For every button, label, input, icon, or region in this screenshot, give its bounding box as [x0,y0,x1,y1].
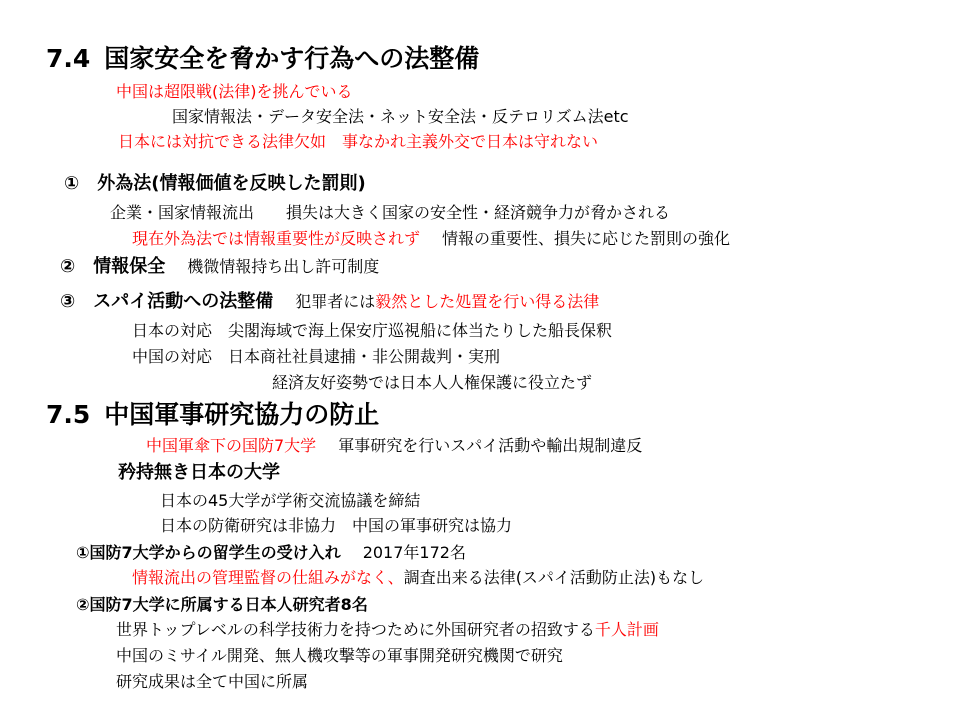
section-number: 7.4 [46,44,91,73]
text-black: 軍事研究を行いスパイ活動や輸出規制違反 [338,436,643,455]
text-line: 日本の45大学が学術交流協議を締結 [160,491,421,510]
text-red: 現在外為法では情報重要性が反映されず [132,229,421,248]
text-red: 情報流出の管理監督の仕組みがなく、 [132,568,404,587]
item-line [60,258,379,276]
item-heading: ① 外為法(情報価値を反映した罰則) [64,173,366,194]
text-line: 研究成果は全て中国に所属 [116,672,309,691]
text-black: 機微情報持ち出し許可制度 [187,257,380,276]
text-line [146,438,642,454]
item-line [60,293,599,311]
sub-heading: 矜持無き日本の大学 [118,462,280,483]
text-red: 千人計画 [594,620,659,639]
text-black: 調査出来る法律(スパイ活動防止法)もなし [403,568,705,587]
text-line: 経済友好姿勢では日本人人権保護に役立たず [272,373,593,392]
item-heading: ② 情報保全 [60,256,166,277]
section-7-4-heading [46,46,479,71]
text-line: 日本の対応 尖閣海域で海上保安庁巡視船に体当たりした船長保釈 [132,321,613,340]
text-line [132,570,704,586]
item-heading: ③ スパイ活動への法整備 [60,291,274,312]
text-line: 日本の防衛研究は非協力 中国の軍事研究は協力 [160,516,513,535]
text-black: 2017年172名 [362,543,466,562]
section-number: 7.5 [46,400,91,429]
item-heading: ①国防7大学からの留学生の受け入れ [76,543,341,562]
item-line [76,545,466,561]
section-7-5-heading [46,402,379,427]
text-black: 犯罪者には [295,292,376,311]
section-title: 国家安全を脅かす行為への法整備 [104,44,480,73]
text-line [116,622,659,638]
text-black: 世界トップレベルの科学技術力を持つために外国研究者の招致する [116,620,595,639]
text-line: 中国の対応 日本商社社員逮捕・非公開裁判・実刑 [132,347,501,366]
text-line [132,231,730,247]
text-line: 中国のミサイル開発、無人機攻撃等の軍事開発研究機関で研究 [116,646,563,665]
text-black: 情報の重要性、損失に応じた罰則の強化 [442,229,731,248]
text-red: 毅然とした処置を行い得る法律 [375,292,600,311]
text-red: 中国軍傘下の国防7大学 [146,436,317,455]
text-line: 国家情報法・データ安全法・ネット安全法・反テロリズム法etc [172,107,629,126]
section-title: 中国軍事研究協力の防止 [104,400,380,429]
text-line: 企業・国家情報流出 損失は大きく国家の安全性・経済競争力が脅かされる [110,203,671,222]
text-line: 中国は超限戦(法律)を挑んでいる [116,82,353,101]
item-heading: ②国防7大学に所属する日本人研究者8名 [76,595,368,614]
text-line: 日本には対抗できる法律欠如 事なかれ主義外交で日本は守れない [118,132,599,151]
